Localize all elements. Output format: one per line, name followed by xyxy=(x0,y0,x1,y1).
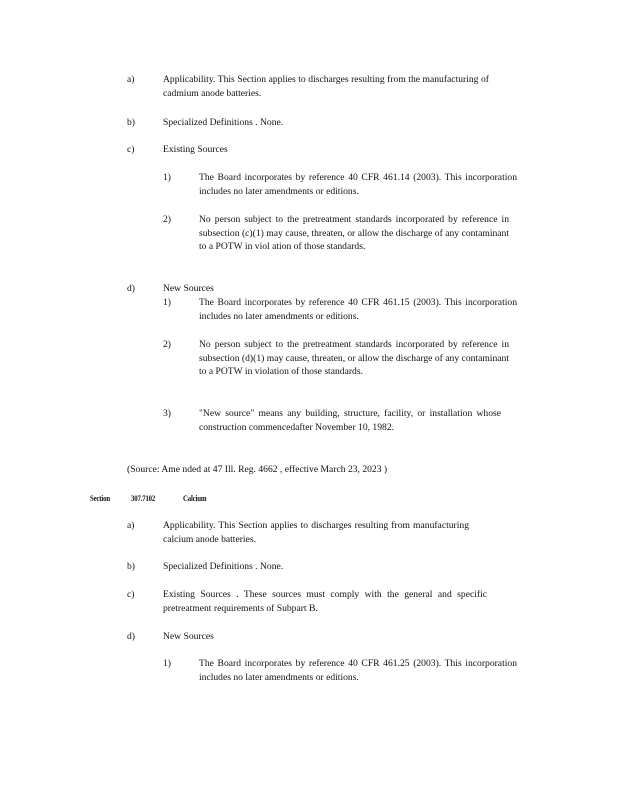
subsection-b-text: Specialized Definitions . None. xyxy=(163,117,284,128)
section-title: Calcium xyxy=(183,494,207,503)
item-d3-text: "New source" means any building, structure, facility, or installation whose construction commencedafter November 10, 1982. xyxy=(199,408,501,433)
item-d2-marker: 2) xyxy=(163,339,171,350)
subsection-c-text: Existing Sources xyxy=(163,144,228,155)
subsection-d-text: New Sources xyxy=(163,283,214,294)
section-number: 307.7102 xyxy=(131,494,156,503)
item-c2-marker: 2) xyxy=(163,214,171,225)
source-note: (Source: Ame nded at 47 Ill. Reg. 4662 , effective March 23, 2023 ) xyxy=(127,464,388,475)
subsection-a-text: Applicability. This Section applies to discharges resulting from manufacturing calcium anode batteries. xyxy=(163,520,469,545)
item-d2-text: No person subject to the pretreatment standards incorporated by reference in subsection (d)(1) may cause, threaten, or allow the discharge of any contaminant to a POTW in violation of those standards. xyxy=(199,339,509,378)
item-c2-text: No person subject to the pretreatment standards incorporated by reference in subsection (c)(1) may cause, threaten, or allow the discharge of any contaminant to a POTW in viol ation of those standards. xyxy=(199,214,509,253)
subsection-a-text: Applicability. This Section applies to discharges resulting from the manufacturing of cadmium anode batteries. xyxy=(163,74,489,99)
subsection-d-marker: d) xyxy=(127,631,135,642)
item-d1-marker: 1) xyxy=(163,658,171,669)
subsection-c-marker: c) xyxy=(127,144,135,155)
subsection-b-marker: b) xyxy=(127,117,135,128)
subsection-c-text: Existing Sources . These sources must comply with the general and specific pretreatment requirements of Subpart B. xyxy=(163,589,487,614)
item-c1-marker: 1) xyxy=(163,172,171,183)
subsection-c-marker: c) xyxy=(127,589,135,600)
section-label: Section xyxy=(90,494,110,503)
item-c1-text: The Board incorporates by reference 40 CFR 461.14 (2003). This incorporation includes no later amendments or editions. xyxy=(199,172,517,197)
subsection-a-marker: a) xyxy=(127,74,135,85)
item-d1-text: The Board incorporates by reference 40 CFR 461.15 (2003). This incorporation includes no later amendments or editions. xyxy=(199,297,517,322)
item-d1-text: The Board incorporates by reference 40 CFR 461.25 (2003). This incorporation includes no later amendments or editions. xyxy=(199,658,517,683)
item-d3-marker: 3) xyxy=(163,408,171,419)
subsection-a-marker: a) xyxy=(127,520,135,531)
item-d1-marker: 1) xyxy=(163,297,171,308)
subsection-b-marker: b) xyxy=(127,561,135,572)
subsection-d-text: New Sources xyxy=(163,631,214,642)
subsection-b-text: Specialized Definitions . None. xyxy=(163,561,284,572)
subsection-d-marker: d) xyxy=(127,283,135,294)
